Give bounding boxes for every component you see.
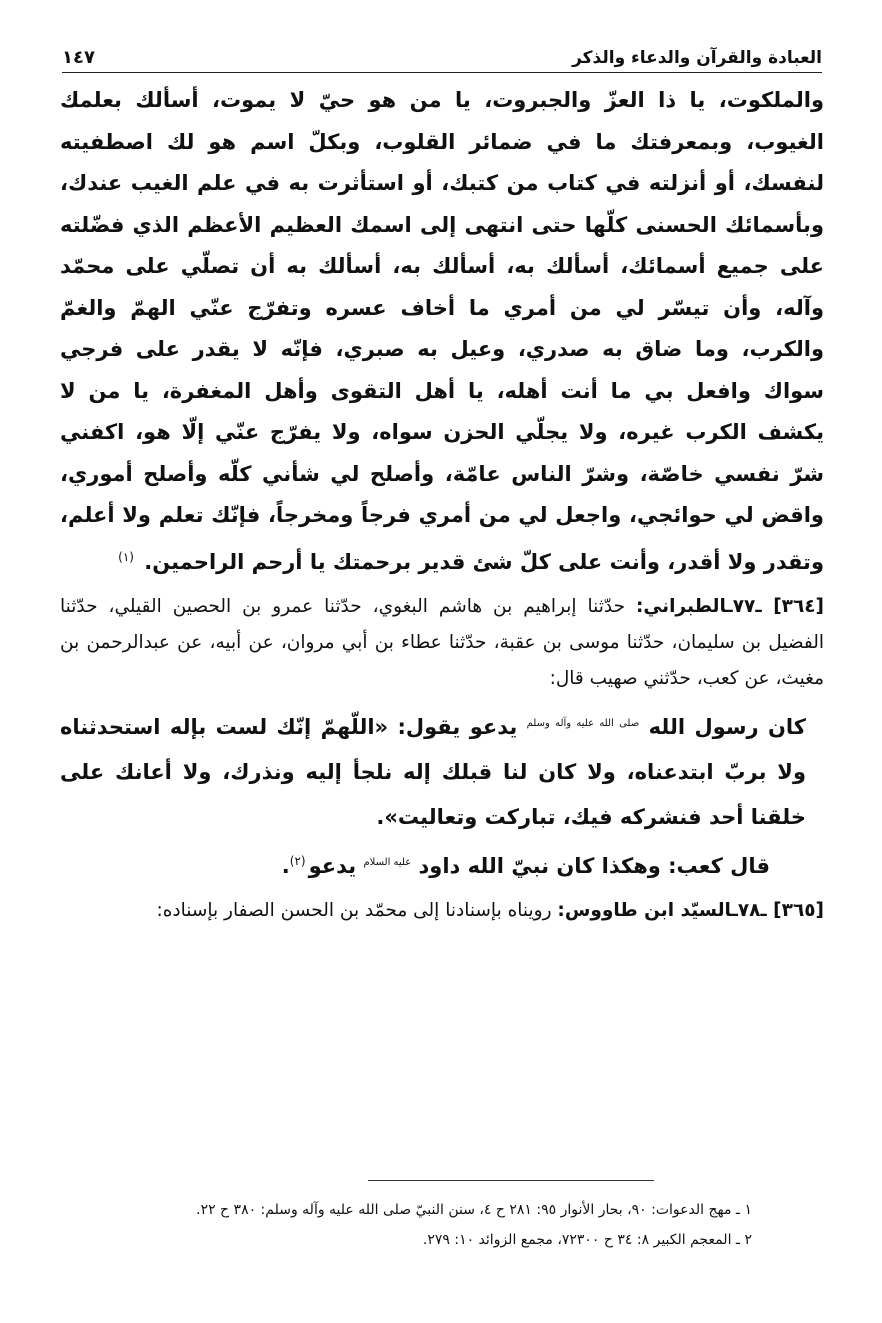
page-header [62, 38, 822, 73]
salutation-glyph: عليه السلام [363, 857, 412, 868]
entry-number: [٣٦٤] ـ٧٧ـ [726, 596, 824, 617]
entry-source: الطبراني: [636, 596, 727, 617]
running-title: العبادة والقرآن والدعاء والذكر [572, 48, 822, 68]
footnote-divider [368, 1180, 654, 1181]
kaab-statement: قال كعب: وهكذا كان نبيّ الله داود $^{عليه السلام}$ يدعو$^{(٢)}$. [281, 854, 770, 878]
footnote-2: ٢ ـ المعجم الكبير ٨: ٣٤ ح ٧٢٣٠٠، مجمع الزوائد ١٠: ٢٧٩. [422, 1232, 752, 1248]
entry-chain: حدّثنا إبراهيم بن هاشم البغوي، حدّثنا عمرو بن الحصين القيلي، حدّثنا الفضيل بن سليمان، حدّثنا موسى بن عقبة، حدّثنا عطاء بن أبي مروان، عن أبيه، عن عبدالرحمن بن مغيث، عن كعب، حدّثني صهيب قال: [60, 596, 824, 689]
footnote-1: ١ ـ مهج الدعوات: ٩٠، بحار الأنوار ٩٥: ٢٨١ ح ٤، سنن النبيّ صلى الله عليه وآله وسلم: ٣٨٠ ح ٢٢. [196, 1202, 752, 1218]
quote-rest: يدعو يقول: «اللّهمّ إنّك لست بإله استحدثناه ولا بربّ ابتدعناه، ولا كان لنا قبلك إله نلجأ إليه ونذرك، ولا أعانك على خلقنا أحد فنشركه فيك، تباركت وتعاليت». [60, 715, 806, 829]
salutation-glyph: صلى الله عليه وآله وسلم [526, 718, 640, 729]
supplication-text: والملكوت، يا ذا العزّ والجبروت، يا من هو حيّ لا يموت، أسألك بعلمك الغيوب، وبمعرفتك ما في ضمائر القلوب، وبكلّ اسم هو لك اصطفيته لنفسك، أو أنزلته في كتاب من كتبك، أو استأثرت به في علم الغيب عندك، وبأسمائك الحسنى كلّها حتى انتهى إلى اسمك العظيم الأعظم الذي فضّلته على جميع أسمائك، أسألك به، أسألك به، أسألك به أن تصلّي على محمّد وآله، وأن تيسّر لي من أمري ما أخاف عسره وتفرّج عنّي الهمّ والغمّ والكرب، وما ضاق به صدري، وعيل به صبري، فإنّه لا يقدر على فرجي سواك وافعل بي ما أنت أهله، يا أهل التقوى وأهل المغفرة، يا من لا يكشف الكرب غيره، ولا يجلّي الحزن سواه، ولا يفرّج عنّي إلّا هو، اكفني شرّ نفسي خاصّة، وشرّ الناس عامّة، وأصلح لي شأني كلّه وأصلح أموري، واقض لي حوائجي، واجعل لي من أمري فرجاً ومخرجاً، فإنّك تعلم ولا أعلم، وتقدر ولا أقدر، وأنت على كلّ شئ قدير برحمتك يا أرحم الراحمين. [60, 88, 824, 574]
entry-chain: رويناه بإسنادنا إلى محمّد بن الحسن الصفار بإسناده: [156, 900, 552, 921]
entry-source: السيّد ابن طاووس: [557, 900, 732, 921]
hadith-quote [60, 701, 824, 840]
footnote-ref-2: (٢) [289, 854, 306, 868]
entry-number: [٣٦٥] ـ٧٨ـ [731, 900, 824, 921]
hadith-entry-364 [60, 589, 824, 697]
kaab-start: قال كعب: وهكذا كان نبيّ الله داود [418, 854, 770, 878]
page-number: ١٤٧ [62, 47, 95, 68]
hadith-entry-365 [60, 893, 824, 929]
kaab-end: يدعو [308, 854, 357, 878]
page-body [60, 80, 824, 929]
footnotes [110, 1195, 752, 1255]
footnote-ref-1: (١) [118, 549, 134, 564]
supplication-paragraph [60, 80, 824, 583]
quote-start: كان رسول الله [648, 715, 806, 739]
